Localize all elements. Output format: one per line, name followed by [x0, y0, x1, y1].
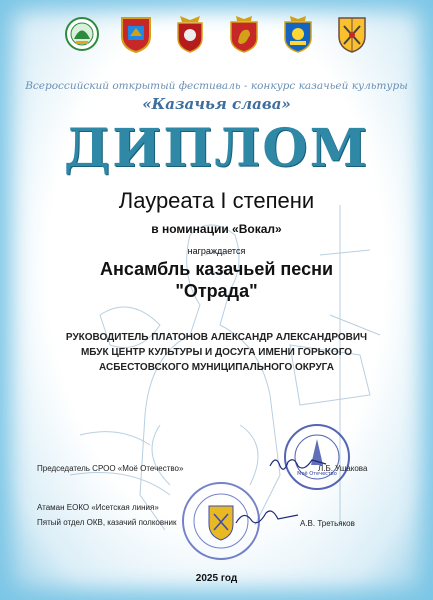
first-signer-name: Л.Б. Ушакова — [318, 464, 368, 473]
cossack-coat-of-arms-icon — [334, 14, 370, 54]
province-coat-of-arms-icon — [118, 14, 154, 54]
leader-block — [0, 330, 433, 375]
recipient-name — [0, 258, 433, 302]
awarded-label: награждается — [187, 246, 246, 256]
second-signature — [232, 505, 302, 529]
region-coat-of-arms-icon — [172, 14, 208, 54]
second-signer-name: А.В. Третьяков — [300, 519, 355, 528]
festival-name: «Казачья слава» — [142, 95, 291, 113]
recipient-line-2: "Отрада" — [175, 281, 258, 301]
recipient-line-1: Ансамбль казачьей песни — [99, 259, 334, 279]
green-organization-emblem-icon — [64, 14, 100, 54]
first-signer-title: Председатель СРОО «Моё Отечество» — [37, 464, 184, 473]
second-signer-subtitle: Пятый отдел ОКВ, казачий полковник — [37, 518, 177, 527]
second-signer-title: Атаман ЕОКО «Исетская линия» — [37, 503, 159, 512]
leader-line-3: АСБЕСТОВСКОГО МУНИЦИПАЛЬНОГО ОКРУГА — [99, 362, 334, 373]
diploma-year: 2025 год — [195, 573, 238, 584]
festival-subtitle: Всероссийский открытый фестиваль - конкурс казачьей культуры — [25, 80, 408, 92]
leader-line-2: МБУК ЦЕНТР КУЛЬТУРЫ И ДОСУГА ИМЕНИ ГОРЬКОГО — [80, 347, 353, 358]
leader-line-1: РУКОВОДИТЕЛЬ ПЛАТОНОВ АЛЕКСАНДР АЛЕКСАНДРОВИЧ — [65, 332, 368, 343]
diploma-heading: ДИПЛОМ — [63, 118, 370, 179]
emblem-row — [0, 14, 433, 54]
nomination: в номинации «Вокал» — [151, 222, 282, 236]
laureate-degree: Лауреата I степени — [118, 188, 315, 213]
lion-coat-of-arms-icon — [226, 14, 262, 54]
city-coat-of-arms-icon — [280, 14, 316, 54]
stamp-text: Моё Отечество — [297, 471, 337, 477]
